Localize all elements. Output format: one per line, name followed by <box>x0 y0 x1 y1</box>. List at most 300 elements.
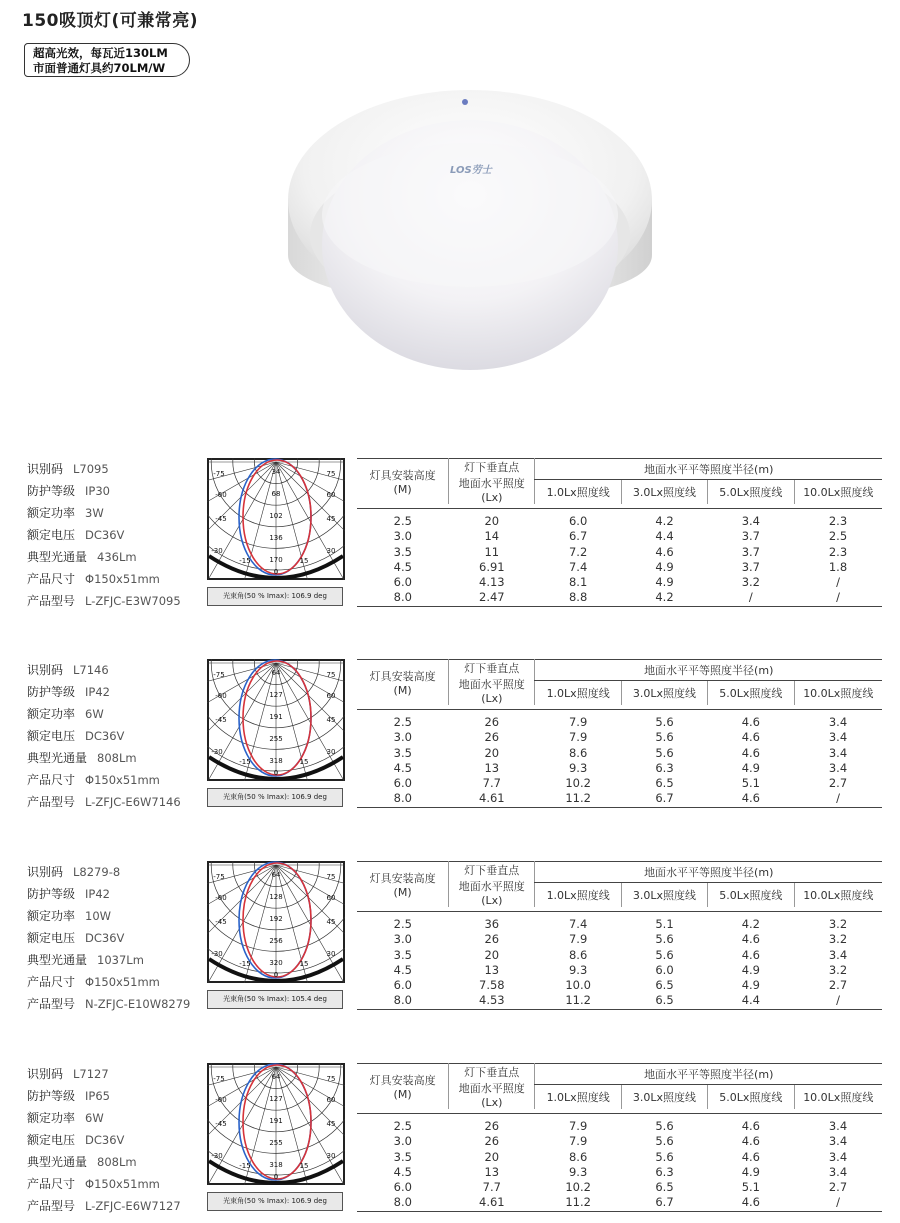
polar-ring-label: 64 <box>271 1073 281 1081</box>
polar-angle-label: 60 <box>326 491 336 499</box>
col-10lx: 10.0Lx照度线 <box>794 480 882 504</box>
polar-angle-label: 60 <box>326 1096 336 1104</box>
product-specs <box>27 1063 181 1217</box>
table-cell: 8.0 <box>393 791 412 806</box>
col-install-height: 灯具安装高度 (M) <box>369 1074 436 1101</box>
table-cell: / <box>748 590 753 605</box>
col-5lx: 5.0Lx照度线 <box>708 681 794 705</box>
table-cell: 3.4 <box>828 715 848 729</box>
spec-row <box>27 480 181 502</box>
spec-value: L7127 <box>73 1067 109 1081</box>
table-cell: 3.5 <box>393 1149 412 1164</box>
table-cell: 4.6 <box>741 1134 760 1149</box>
polar-angle-label: 60 <box>326 894 336 902</box>
spec-label: 防护等级 <box>27 685 76 699</box>
spec-value: N-ZFJC-E10W8279 <box>85 997 191 1011</box>
polar-angle-label: -75 <box>213 873 225 881</box>
table-cell: 4.2 <box>655 590 674 605</box>
ceiling-lamp-image <box>270 85 670 389</box>
table-cell: 20 <box>484 745 500 760</box>
table-cell: 8.0 <box>393 993 412 1008</box>
spec-value: 808Lm <box>97 1155 137 1169</box>
table-cell: 6.7 <box>655 791 674 806</box>
table-cell: 13 <box>484 760 500 775</box>
table-cell: 3.0 <box>393 730 412 745</box>
table-cell: 5.6 <box>655 1119 674 1133</box>
table-cell: 6.0 <box>393 978 412 993</box>
polar-angle-label: -60 <box>215 491 227 499</box>
table-row <box>357 993 882 1009</box>
table-row <box>357 761 882 776</box>
polar-ring-label: 191 <box>269 1117 283 1125</box>
col-center-illuminance: 灯下垂直点 地面水平照度 (Lx) <box>449 459 535 505</box>
product-section-1 <box>0 458 900 618</box>
spec-value: IP42 <box>85 685 110 699</box>
table-cell: 3.2 <box>828 962 848 977</box>
table-cell: 6.5 <box>655 993 674 1008</box>
col-1lx: 1.0Lx照度线 <box>535 1085 621 1109</box>
table-cell: 20 <box>484 1149 500 1164</box>
col-3lx: 3.0Lx照度线 <box>621 1085 707 1109</box>
col-5lx: 5.0Lx照度线 <box>708 883 794 907</box>
table-cell: 8.0 <box>393 590 412 605</box>
table-row <box>357 1150 882 1165</box>
table-cell: 4.6 <box>741 715 760 729</box>
page-title: 150吸顶灯(可兼常亮) <box>22 11 199 31</box>
spec-label: 典型光通量 <box>27 751 88 765</box>
polar-ring-label: 170 <box>269 556 283 564</box>
product-specs <box>27 458 181 612</box>
illuminance-table <box>357 861 882 1010</box>
beam-angle-label: 光束角(50 % Imax): 106.9 deg <box>207 587 343 606</box>
table-cell: 4.2 <box>741 917 760 931</box>
polar-angle-label: 45 <box>326 918 336 926</box>
spec-value: 436Lm <box>97 550 137 564</box>
table-cell: / <box>836 575 840 590</box>
polar-light-distribution-diagram <box>207 1063 345 1185</box>
table-cell: / <box>836 993 840 1008</box>
badge-line-2: 市面普通灯具约70LM/W <box>33 61 166 75</box>
table-cell: 6.7 <box>655 1195 674 1210</box>
polar-ring-label: 127 <box>269 1095 283 1103</box>
spec-value: 1037Lm <box>97 953 144 967</box>
table-cell: 26 <box>484 932 500 947</box>
col-5lx: 5.0Lx照度线 <box>708 1085 794 1109</box>
polar-ring-label: 128 <box>269 893 283 901</box>
table-cell: 4.13 <box>479 575 505 590</box>
spec-value: Φ150x51mm <box>85 572 160 586</box>
table-cell: 26 <box>484 730 500 745</box>
table-cell: 4.9 <box>655 575 674 590</box>
spec-label: 额定电压 <box>27 1133 76 1147</box>
spec-row <box>27 927 190 949</box>
polar-angle-label: 0 <box>273 568 279 576</box>
polar-ring-label: 256 <box>269 937 283 945</box>
spec-value: 6W <box>85 1111 104 1125</box>
table-cell: 6.0 <box>393 776 412 791</box>
table-cell: 2.7 <box>828 1180 848 1195</box>
table-cell: 2.7 <box>828 776 848 791</box>
table-cell: 3.4 <box>828 1134 848 1149</box>
spec-row <box>27 883 190 905</box>
table-cell: 2.5 <box>828 529 848 544</box>
table-cell: 4.9 <box>741 760 760 775</box>
spec-label: 识别码 <box>27 1067 64 1081</box>
table-cell: 5.6 <box>655 1149 674 1164</box>
polar-light-distribution-diagram <box>207 861 345 983</box>
table-cell: 3.5 <box>393 544 412 559</box>
spec-value: IP65 <box>85 1089 110 1103</box>
table-cell: / <box>836 1195 840 1210</box>
table-cell: 5.6 <box>655 745 674 760</box>
efficiency-badge <box>24 43 190 77</box>
illuminance-table <box>357 659 882 808</box>
spec-row <box>27 1173 181 1195</box>
table-cell: 7.9 <box>568 1119 588 1133</box>
spec-label: 额定电压 <box>27 931 76 945</box>
spec-label: 额定功率 <box>27 1111 76 1125</box>
table-cell: 4.61 <box>479 791 505 806</box>
spec-label: 产品尺寸 <box>27 773 76 787</box>
spec-value: Φ150x51mm <box>85 975 160 989</box>
table-cell: 10.0 <box>565 978 591 993</box>
polar-angle-label: 75 <box>326 873 336 881</box>
col-radius-group: 地面水平平等照度半径(m) <box>535 862 882 883</box>
table-cell: 2.3 <box>828 514 848 528</box>
polar-angle-label: -45 <box>215 1120 227 1128</box>
table-row <box>357 545 882 560</box>
polar-angle-label: -30 <box>211 1152 223 1160</box>
table-row <box>357 730 882 745</box>
spec-label: 识别码 <box>27 663 64 677</box>
table-cell: 4.6 <box>741 1149 760 1164</box>
table-cell: 3.4 <box>828 760 848 775</box>
badge-line-1: 超高光效，每瓦近130LM <box>33 46 168 60</box>
col-radius-group: 地面水平平等照度半径(m) <box>535 660 882 681</box>
table-cell: 3.4 <box>828 947 848 962</box>
polar-ring-label: 127 <box>269 691 283 699</box>
spec-label: 产品尺寸 <box>27 572 76 586</box>
polar-angle-label: 15 <box>299 758 309 766</box>
table-cell: 5.6 <box>655 715 674 729</box>
polar-angle-label: -15 <box>239 758 251 766</box>
table-cell: 5.1 <box>741 776 760 791</box>
table-row <box>357 710 882 731</box>
col-5lx: 5.0Lx照度线 <box>708 480 794 504</box>
spec-row <box>27 791 181 813</box>
polar-angle-label: 15 <box>299 1162 309 1170</box>
table-cell: 2.3 <box>828 544 848 559</box>
polar-angle-label: 75 <box>326 671 336 679</box>
table-cell: 9.3 <box>568 760 588 775</box>
table-cell: 3.0 <box>393 932 412 947</box>
table-cell: 4.9 <box>741 978 760 993</box>
polar-ring-label: 64 <box>271 871 281 879</box>
table-row <box>357 1114 882 1135</box>
table-cell: 7.2 <box>568 544 588 559</box>
table-cell: 2.5 <box>393 1119 412 1133</box>
table-cell: 13 <box>484 962 500 977</box>
col-radius-group: 地面水平平等照度半径(m) <box>535 1064 882 1085</box>
polar-ring-label: 320 <box>269 959 283 967</box>
polar-angle-label: -45 <box>215 716 227 724</box>
spec-value: DC36V <box>85 528 125 542</box>
polar-angle-label: -15 <box>239 1162 251 1170</box>
table-cell: / <box>836 590 840 605</box>
spec-row <box>27 568 181 590</box>
table-cell: 5.6 <box>655 932 674 947</box>
illuminance-table <box>357 458 882 607</box>
table-cell: 6.5 <box>655 776 674 791</box>
table-cell: 6.0 <box>568 514 588 528</box>
product-section-2 <box>0 659 900 819</box>
product-specs <box>27 659 181 813</box>
polar-light-distribution-diagram <box>207 458 345 580</box>
spec-label: 产品型号 <box>27 1199 76 1213</box>
spec-label: 额定功率 <box>27 909 76 923</box>
polar-angle-label: -75 <box>213 671 225 679</box>
table-row <box>357 776 882 791</box>
table-row <box>357 1180 882 1195</box>
table-cell: 9.3 <box>568 1164 588 1179</box>
table-cell: 6.3 <box>655 1164 674 1179</box>
table-cell: 3.5 <box>393 947 412 962</box>
table-cell: 6.3 <box>655 760 674 775</box>
table-cell: 8.8 <box>568 590 588 605</box>
table-cell: 6.0 <box>655 962 674 977</box>
illuminance-table <box>357 1063 882 1212</box>
polar-angle-label: -60 <box>215 1096 227 1104</box>
table-cell: 3.7 <box>741 544 760 559</box>
spec-row <box>27 1107 181 1129</box>
col-install-height: 灯具安装高度 (M) <box>369 670 436 697</box>
table-cell: 3.4 <box>828 1164 848 1179</box>
table-cell: 13 <box>484 1164 500 1179</box>
polar-ring-label: 102 <box>269 512 283 520</box>
spec-value: 10W <box>85 909 112 923</box>
spec-value: IP30 <box>85 484 110 498</box>
table-cell: 4.6 <box>741 1119 760 1133</box>
table-cell: 14 <box>484 529 500 544</box>
polar-angle-label: -45 <box>215 918 227 926</box>
polar-ring-label: 318 <box>269 1161 283 1169</box>
polar-angle-label: -75 <box>213 470 225 478</box>
spec-row <box>27 1129 181 1151</box>
table-cell: 6.7 <box>568 529 588 544</box>
table-cell: 3.7 <box>741 529 760 544</box>
spec-label: 产品尺寸 <box>27 975 76 989</box>
polar-ring-label: 136 <box>269 534 283 542</box>
table-cell: 8.0 <box>393 1195 412 1210</box>
table-cell: 3.0 <box>393 529 412 544</box>
table-cell: 3.5 <box>393 745 412 760</box>
polar-light-distribution-diagram <box>207 659 345 781</box>
polar-angle-label: 0 <box>273 1173 279 1181</box>
spec-row <box>27 861 190 883</box>
spec-value: L7095 <box>73 462 109 476</box>
table-cell: 4.61 <box>479 1195 505 1210</box>
spec-label: 额定电压 <box>27 729 76 743</box>
spec-value: L-ZFJC-E3W7095 <box>85 594 181 608</box>
table-cell: 3.7 <box>741 559 760 574</box>
spec-label: 典型光通量 <box>27 550 88 564</box>
spec-label: 额定电压 <box>27 528 76 542</box>
polar-angle-label: -15 <box>239 960 251 968</box>
spec-row <box>27 1151 181 1173</box>
spec-row <box>27 458 181 480</box>
table-cell: 3.4 <box>828 745 848 760</box>
table-row <box>357 590 882 606</box>
table-cell: 7.4 <box>568 917 588 931</box>
table-cell: 7.9 <box>568 730 588 745</box>
table-row <box>357 791 882 807</box>
polar-angle-label: -30 <box>211 748 223 756</box>
table-cell: 3.4 <box>828 1119 848 1133</box>
polar-angle-label: 75 <box>326 470 336 478</box>
spec-row <box>27 681 181 703</box>
polar-angle-label: 0 <box>273 971 279 979</box>
table-cell: 2.5 <box>393 514 412 528</box>
table-cell: 6.91 <box>479 559 505 574</box>
table-cell: 4.53 <box>479 993 505 1008</box>
product-specs <box>27 861 190 1015</box>
polar-angle-label: 45 <box>326 515 336 523</box>
table-cell: 7.9 <box>568 1134 588 1149</box>
spec-value: L8279-8 <box>73 865 121 879</box>
polar-ring-label: 255 <box>269 735 283 743</box>
table-cell: 3.0 <box>393 1134 412 1149</box>
spec-row <box>27 905 190 927</box>
polar-angle-label: 30 <box>326 1152 336 1160</box>
beam-angle-label: 光束角(50 % Imax): 105.4 deg <box>207 990 343 1009</box>
polar-ring-label: 64 <box>271 669 281 677</box>
spec-value: IP42 <box>85 887 110 901</box>
polar-angle-label: 15 <box>299 960 309 968</box>
spec-label: 产品尺寸 <box>27 1177 76 1191</box>
spec-value: 808Lm <box>97 751 137 765</box>
spec-row <box>27 659 181 681</box>
table-cell: 6.5 <box>655 978 674 993</box>
spec-label: 防护等级 <box>27 484 76 498</box>
product-section-4 <box>0 1063 900 1223</box>
spec-row <box>27 769 181 791</box>
table-cell: 4.5 <box>393 1164 412 1179</box>
table-cell: 4.6 <box>741 745 760 760</box>
spec-row <box>27 590 181 612</box>
table-cell: 4.9 <box>655 559 674 574</box>
table-cell: 4.5 <box>393 559 412 574</box>
spec-row <box>27 703 181 725</box>
table-cell: 6.0 <box>393 1180 412 1195</box>
table-cell: 2.5 <box>393 917 412 931</box>
spec-row <box>27 1195 181 1217</box>
table-cell: 4.5 <box>393 962 412 977</box>
table-cell: 4.6 <box>741 947 760 962</box>
table-row <box>357 575 882 590</box>
polar-angle-label: -75 <box>213 1075 225 1083</box>
table-cell: / <box>836 791 840 806</box>
table-row <box>357 932 882 947</box>
spec-label: 防护等级 <box>27 887 76 901</box>
spec-label: 防护等级 <box>27 1089 76 1103</box>
table-cell: 4.2 <box>655 514 674 528</box>
polar-angle-label: -45 <box>215 515 227 523</box>
table-row <box>357 529 882 544</box>
table-cell: 3.4 <box>828 730 848 745</box>
table-cell: 9.3 <box>568 962 588 977</box>
polar-ring-label: 192 <box>269 915 283 923</box>
table-cell: 11.2 <box>565 791 591 806</box>
spec-row <box>27 524 181 546</box>
table-row <box>357 1195 882 1211</box>
table-cell: 36 <box>484 917 500 931</box>
col-install-height: 灯具安装高度 (M) <box>369 469 436 496</box>
spec-value: 3W <box>85 506 104 520</box>
polar-angle-label: 15 <box>299 557 309 565</box>
spec-label: 典型光通量 <box>27 953 88 967</box>
col-center-illuminance: 灯下垂直点 地面水平照度 (Lx) <box>449 1064 535 1110</box>
col-1lx: 1.0Lx照度线 <box>535 480 621 504</box>
col-install-height: 灯具安装高度 (M) <box>369 872 436 899</box>
table-cell: 4.6 <box>655 544 674 559</box>
table-cell: 7.4 <box>568 559 588 574</box>
col-10lx: 10.0Lx照度线 <box>794 883 882 907</box>
table-cell: 4.6 <box>741 1195 760 1210</box>
polar-angle-label: 75 <box>326 1075 336 1083</box>
col-3lx: 3.0Lx照度线 <box>621 883 707 907</box>
table-cell: 6.0 <box>393 575 412 590</box>
spec-label: 典型光通量 <box>27 1155 88 1169</box>
table-cell: 1.8 <box>828 559 848 574</box>
table-row <box>357 560 882 575</box>
table-cell: 26 <box>484 1119 500 1133</box>
polar-angle-label: 30 <box>326 547 336 555</box>
table-cell: 3.4 <box>828 1149 848 1164</box>
table-cell: 3.2 <box>828 932 848 947</box>
spec-row <box>27 993 190 1015</box>
spec-value: DC36V <box>85 729 125 743</box>
polar-ring-label: 68 <box>271 490 281 498</box>
spec-value: 6W <box>85 707 104 721</box>
table-row <box>357 912 882 933</box>
table-cell: 2.47 <box>479 590 505 605</box>
table-cell: 7.7 <box>482 776 501 791</box>
spec-row <box>27 502 181 524</box>
table-cell: 5.1 <box>655 917 674 931</box>
table-row <box>357 509 882 530</box>
table-cell: 7.7 <box>482 1180 501 1195</box>
table-cell: 26 <box>484 1134 500 1149</box>
table-cell: 20 <box>484 514 500 528</box>
spec-value: L-ZFJC-E6W7146 <box>85 795 181 809</box>
table-row <box>357 963 882 978</box>
polar-angle-label: -60 <box>215 894 227 902</box>
table-row <box>357 978 882 993</box>
polar-angle-label: -30 <box>211 950 223 958</box>
table-cell: 4.6 <box>741 730 760 745</box>
table-cell: 7.58 <box>479 978 505 993</box>
table-cell: 8.1 <box>568 575 588 590</box>
col-3lx: 3.0Lx照度线 <box>621 480 707 504</box>
table-cell: 2.5 <box>393 715 412 729</box>
col-center-illuminance: 灯下垂直点 地面水平照度 (Lx) <box>449 660 535 706</box>
spec-label: 识别码 <box>27 462 64 476</box>
spec-value: L7146 <box>73 663 109 677</box>
polar-ring-label: 255 <box>269 1139 283 1147</box>
product-section-3 <box>0 861 900 1021</box>
polar-angle-label: 60 <box>326 692 336 700</box>
table-cell: 10.2 <box>565 1180 591 1195</box>
